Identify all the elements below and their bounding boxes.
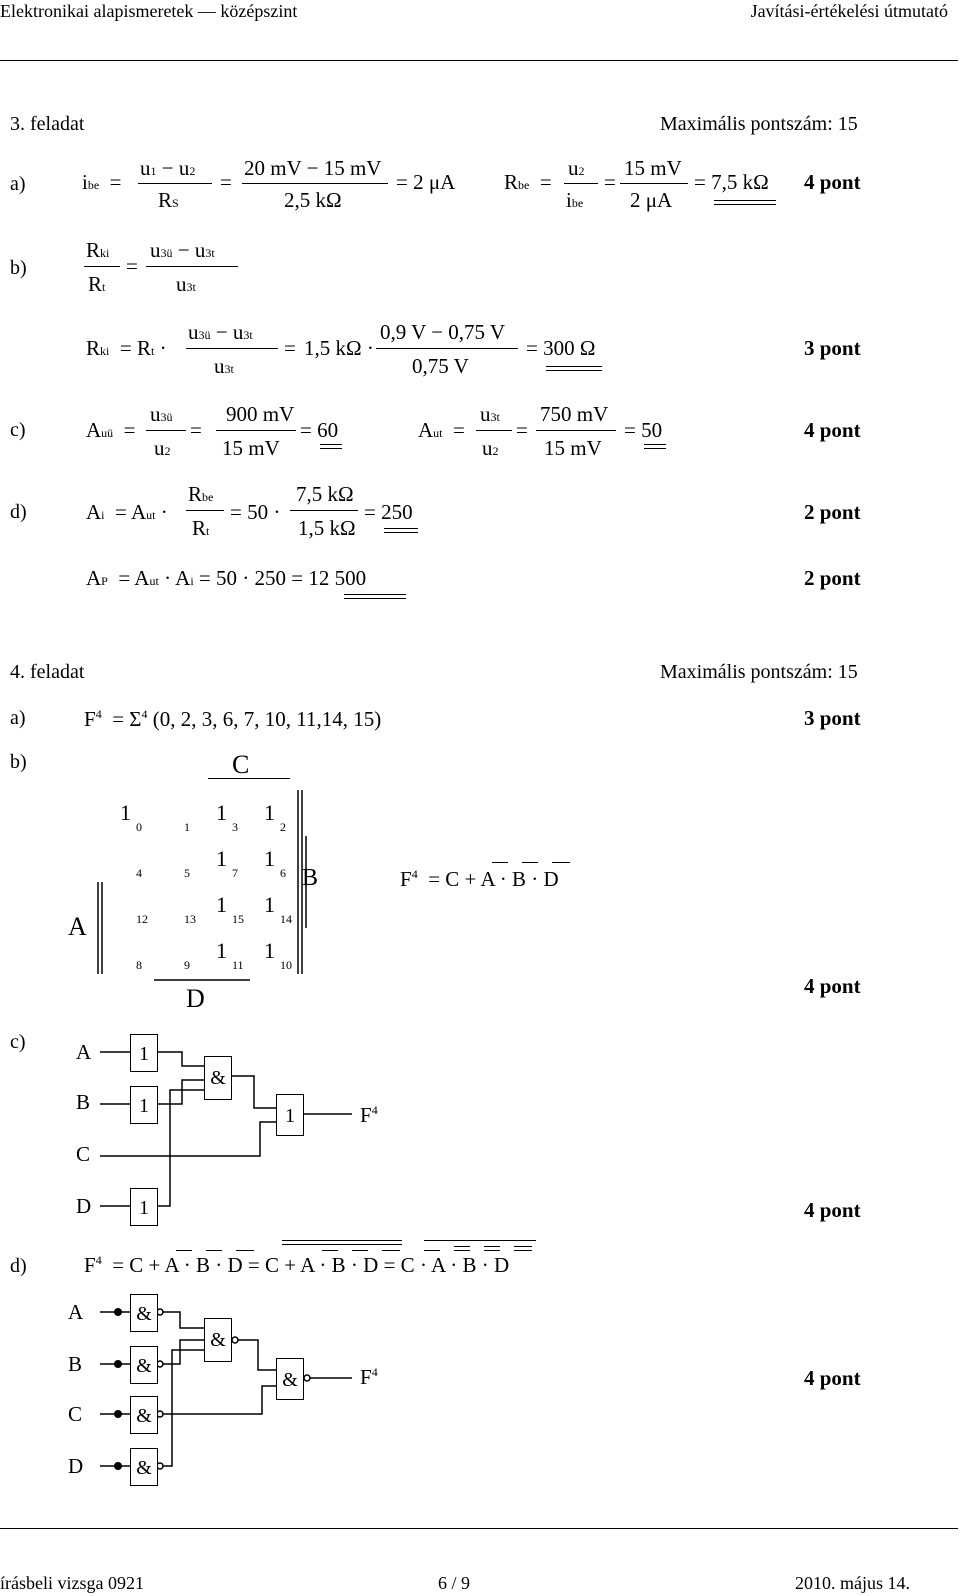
t4d-label: d) [10,1255,27,1277]
t3b-f2: 1,5 kΩ · [304,336,374,360]
t4d-points: 4 pont [804,1366,861,1390]
t3c-r1: = 60 [300,418,339,442]
header-left: Elektronikai alapismeretek — középszint [0,1,298,21]
task3-max: Maximális pontszám: 15 [660,113,858,135]
kmap-cell-index: 14 [280,912,292,926]
kmap-cell-value: 1 [216,846,227,871]
d-input-A: A [68,1300,84,1324]
t3a-res2: = 7,5 kΩ [694,170,769,194]
d-output: $F^4$ [360,1365,378,1389]
task4-title: 4. feladat [10,661,85,683]
c-input-A: A [76,1040,92,1064]
footer-left: írásbeli vizsga 0921 [0,1573,144,1593]
t3c-n1: 900 mV [226,402,295,426]
t3d-d: 1,5 kΩ [298,516,356,540]
kmap-cell-index: 6 [280,866,286,880]
not-gate-B: 1 [130,1086,158,1124]
kmap-cell-index: 3 [232,820,238,834]
kmap-cell-index: 11 [232,958,244,972]
header-right: Javítási-értékelési útmutató [750,1,948,21]
t3c-d1: 15 mV [222,436,280,460]
kmap-cell-index: 12 [136,912,148,926]
page: Elektronikai alapismeretek — középszint Javítási-értékelési útmutató 3. feladat Maximális pontszám: 15 a) ibe = u1 − u2 RS = 20 mV − 15 mV 2,5 kΩ = 2 μA Rbe = u2 ibe = 15 mV 2 μA = 7,5 kΩ 4 pont b) Rki Rt = u3ü − u3t u3t Rki = Rt · u3ü − u3t u3t = 1,5 kΩ · 0,9 V − 0,75 V 0,75 V = 300 Ω 3 pont c) Auü = u3ü u2 = 900 mV 15 mV = 60 Aut = u3t u2 = 750 mV 15 mV = 50 4 pont d) Ai = Aut · Rbe Rt = 50 · 7,5 kΩ 1,5 kΩ = 250 2 pont AP = Aut · Ai = 50 · 250 = 12 500 2 pont 4. feladat Maximális pontszám: 15 a) $F^4 = \Sigma^4$ (0, 2, 3, 6, 7, 10, 11,14, 15) 3 pont b) C B A D 1 0 1 1 3 1 2 4 5 1 7 1 6 12 13 1 15 1 14 8 9 1 11 1 10 $F^4 = C + A \cdot B \cdot D$ 4 pont c) A B C D 1 1 1 & 1 $F^4$ 4 pont d) $F^4 = C + A \cdot B \cdot D = C + A \cdot B \cdot D = C \cdot A \cdot B \cdot D$ A B C D & & & & & & $F^4$ 4 pont írásbeli vizsga 0921 6 / 9 2010. május 14. [0,0,960,1596]
t3a-den1: RS [158,188,179,212]
t3b-points: 3 pont [804,336,861,360]
kmap-label-D: D [186,984,205,1013]
t3d-line2: = 50 · 250 = 12 500 [198,566,367,590]
t3c-r2: = 50 [624,418,663,442]
nand-gate-3in: & [204,1318,232,1362]
kmap-cell-index: 13 [184,912,196,926]
t3d-label: d) [10,501,27,523]
t3c-d2: 15 mV [544,436,602,460]
or-gate: 1 [276,1094,304,1136]
t3b-den3: 0,75 V [412,354,469,378]
kmap-label-C: C [232,750,250,779]
t3a-den4: 2 μA [630,188,673,212]
kmap-cell-index: 4 [136,866,142,880]
kmap-cell-value: 1 [264,938,275,963]
kmap-label-A: A [68,912,87,941]
kmap-cell-value: 1 [216,800,227,825]
nand-gate-C: & [130,1396,158,1434]
t4c-label: c) [10,1031,26,1053]
nand-gate-D: & [130,1448,158,1486]
nand-gate-out: & [276,1358,304,1400]
kmap-cell-index: 1 [184,820,190,834]
kmap-cell-value: 1 [216,892,227,917]
t3a-points: 4 pont [804,170,861,194]
c-input-B: B [76,1090,91,1114]
t3a-label: a) [10,173,26,195]
and-gate: & [204,1056,232,1100]
footer-right: 2010. május 14. [795,1573,910,1593]
kmap-cell-value: 1 [120,800,131,825]
nand-gate-B: & [130,1346,158,1384]
t3b-res: = 300 Ω [526,336,596,360]
t3a-res1: = 2 μA [396,170,456,194]
t4a-set: (0, 2, 3, 6, 7, 10, 11,14, 15) [152,707,382,731]
t3d-points2: 2 pont [804,566,861,590]
t3c-n2: 750 mV [540,402,609,426]
t4b-label: b) [10,751,27,773]
t3d-n: 7,5 kΩ [296,482,354,506]
t3d-points1: 2 pont [804,500,861,524]
nand-gate-A: & [130,1294,158,1332]
t4b-points: 4 pont [804,974,861,998]
kmap-cell-value: 1 [264,846,275,871]
not-gate-A: 1 [130,1034,158,1072]
t4c-points: 4 pont [804,1198,861,1222]
c-output: $F^4$ [360,1103,378,1127]
c-input-C: C [76,1142,91,1166]
t4b-expr: $F^4 = C + A \cdot B \cdot D$ [400,867,559,891]
footer-rule [0,1528,958,1529]
t3d-mid: = 50 · [230,500,281,524]
kmap-cell-value: 1 [216,938,227,963]
t3a-rbe: Rbe = [504,170,552,194]
kmap-cell-index: 7 [232,866,238,880]
kmap-label-B: B [302,865,319,891]
d-input-D: D [68,1454,84,1478]
t3a-num2: 20 mV − 15 mV [244,156,382,180]
d-input-C: C [68,1402,83,1426]
t3a-ibe: ibe = [82,170,122,194]
t4d-eq: $F^4 = C + A \cdot B \cdot D = C + A \cdot B \cdot D = C \cdot A \cdot B \cdot D$ [84,1253,510,1277]
task4-max: Maximális pontszám: 15 [660,661,858,683]
kmap-cell-value: 1 [264,892,275,917]
kmap-cell-index: 15 [232,912,244,926]
t3a-num4: 15 mV [624,156,682,180]
t3c-points: 4 pont [804,418,861,442]
t3a-den2: 2,5 kΩ [284,188,342,212]
t3c-label: c) [10,419,26,441]
kmap-cell-index: 5 [184,866,190,880]
t3b-label: b) [10,257,27,279]
task3-title: 3. feladat [10,113,85,135]
t3b-num3: 0,9 V − 0,75 V [380,320,506,344]
c-input-D: D [76,1194,92,1218]
not-gate-D: 1 [130,1188,158,1226]
kmap-cell-index: 9 [184,958,190,972]
footer-center: 6 / 9 [438,1573,471,1593]
kmap-cell-index: 8 [136,958,142,972]
kmap-cell-value: 1 [264,800,275,825]
t4a-eq: $F^4 = \Sigma^4$ (0, 2, 3, 6, 7, 10, 11,14, 15) [84,707,382,731]
t3a-num1: u1 − u2 [140,156,196,180]
kmap-cell-index: 0 [136,820,142,834]
t4a-points: 3 pont [804,706,861,730]
kmap-cell-index: 10 [280,958,292,972]
kmap-cell-index: 2 [280,820,286,834]
t4a-label: a) [10,707,26,729]
t3d-r: = 250 [364,500,413,524]
d-input-B: B [68,1352,83,1376]
